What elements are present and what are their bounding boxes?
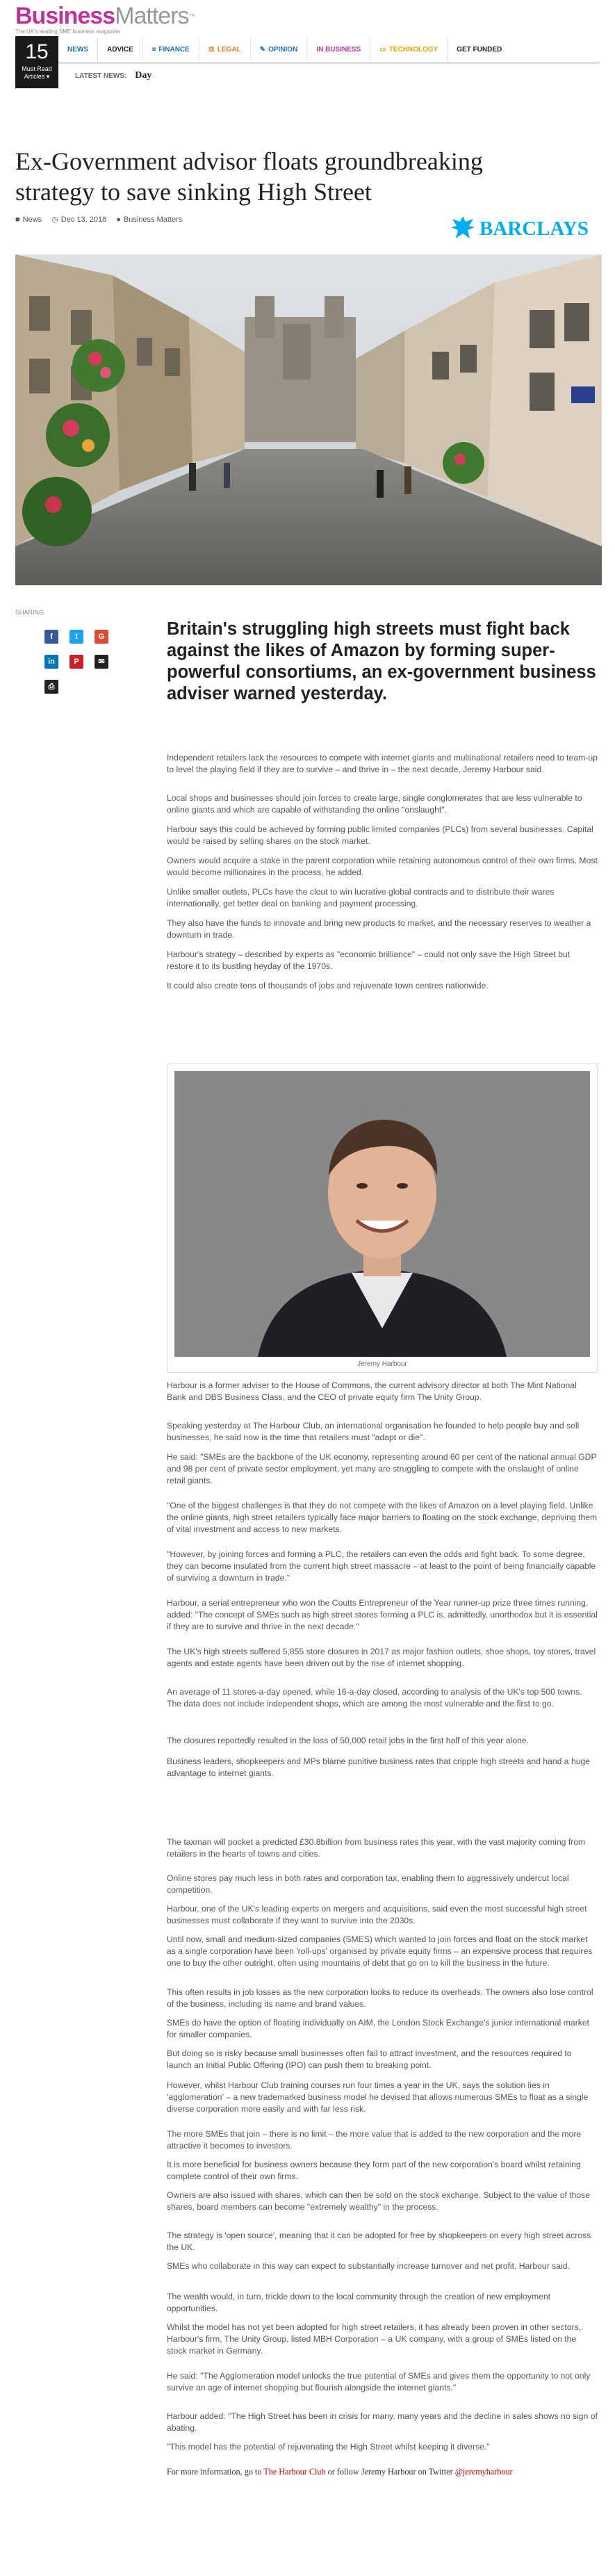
sponsor-name: BARCLAYS — [479, 217, 589, 240]
body-paragraph: The taxman will pocket a predicted £30.8billion from business rates this year, with the vast majority coming from retailers in the hearts of towns and cities. — [167, 1837, 586, 1859]
article-meta — [15, 215, 182, 224]
body-paragraph: SMEs do have the option of floating individually on AIM, the London Stock Exchange's junior international market for smaller companies. — [167, 2018, 590, 2039]
laptop-icon: ▭ — [379, 46, 386, 54]
hero-image — [15, 254, 602, 585]
nav-item-technology[interactable]: ▭ TECHNOLOGY — [370, 36, 447, 62]
body-paragraph: Harbour's strategy – described by experts as "economic brilliance" – could not only save the High Street but restore it to its bustling heyday of the 1970s. — [167, 949, 571, 971]
twitter-share-button[interactable]: t — [69, 630, 83, 644]
twitter-handle-link[interactable]: @jeremyharbour — [454, 2467, 513, 2477]
print-button[interactable]: ⎙ — [44, 680, 58, 694]
sharing-panel — [15, 609, 44, 621]
body-paragraph: The strategy is 'open source', meaning that it can be adopted for free by shopkeepers on every high street across the UK. — [167, 2231, 591, 2252]
site-logo[interactable]: BusinessMatters™ — [15, 3, 195, 29]
body-paragraph: The more SMEs that join – there is no limit – the more value that is added to the new corporation and the more attractive it becomes to investors. — [167, 2129, 582, 2151]
body-paragraph: It is more beneficial for business owners because they form part of the new corporation's board whilst retaining complete control of their own firms. — [167, 2160, 581, 2181]
must-read-label: Must Read Articles ▾ — [22, 65, 52, 80]
facebook-share-button[interactable]: f — [44, 630, 58, 644]
body-paragraph: They also have the funds to innovate and bring new products to market, and the necessary reserves to weather a downturn in trade. — [167, 918, 591, 940]
body-paragraph: The closures reportedly resulted in the loss of 50,000 retail jobs in the first half of this year alone. — [167, 1736, 529, 1745]
eagle-icon — [450, 215, 475, 243]
main-nav — [58, 36, 600, 64]
meta-category[interactable]: ■ News — [15, 215, 42, 224]
meta-date: ◷ Dec 13, 2018 — [51, 215, 107, 224]
body-paragraph: The wealth would, in turn, trickle down to the local community through the creation of new employment opportunities. — [167, 2292, 551, 2313]
latest-news-label: LATEST NEWS: — [75, 72, 127, 80]
linkedin-share-button[interactable]: in — [44, 655, 58, 669]
portrait-photo — [174, 1071, 590, 1357]
portrait-figure — [167, 1063, 598, 1373]
logo-business: Business — [15, 3, 115, 29]
body-paragraph: "One of the biggest challenges is that they do not compete with the likes of Amazon on a level playing field. Unlike the online giants, high street retailers typically face major barriers to floating on the stock exchange, depriving them of vital investment and access to new markets. — [167, 1501, 598, 1534]
sharing-label: SHARING — [15, 609, 44, 616]
meta-author[interactable]: ● Business Matters — [116, 215, 183, 224]
scales-icon: ⚖ — [208, 46, 215, 54]
nav-item-legal[interactable]: ⚖ LEGAL — [199, 36, 250, 62]
clock-icon: ◷ — [51, 215, 58, 224]
body-paragraph: Harbour says this could be achieved by forming public limited companies (PLCs) from several businesses. Capital would be raised by selling shares on the stock market. — [167, 824, 593, 846]
latest-news-item[interactable]: Day — [135, 70, 152, 81]
body-paragraph: Online stores pay much less in both rates and corporation tax, enabling them to aggressively undercut local competition. — [167, 1873, 569, 1895]
pinterest-share-button[interactable]: P — [69, 655, 83, 669]
finance-icon: ¤ — [151, 46, 156, 54]
folder-icon: ■ — [15, 215, 20, 224]
body-paragraph: SMEs who collaborate in this way can expect to substantially increase turnover and net profit, Harbour said. — [167, 2261, 570, 2271]
google-plus-share-button[interactable]: G — [95, 630, 108, 644]
body-paragraph: Speaking yesterday at The Harbour Club, an international organisation he founded to help people buy and sell businesses, he said now is the time that retailers must "adapt or die". — [167, 1421, 580, 1442]
nav-area — [0, 36, 615, 88]
body-paragraph: Business leaders, shopkeepers and MPs blame punitive business rates that cripple high streets and hand a huge advantage to internet giants. — [167, 1756, 591, 1778]
body-paragraph: "This model has the potential of rejuvenating the High Street whilst keeping it diverse." — [167, 2442, 490, 2452]
body-paragraph: He said: "SMEs are the backbone of the UK economy, representing around 60 per cent of the national annual GDP and 98 per cent of private sector employment, yet many are struggling to compete with the onslaught of online retail giants. — [167, 1452, 597, 1485]
body-paragraph: The UK's high streets suffered 5,855 store closures in 2017 as major fashion outlets, shoe shops, toy stores, travel agents and estate agents have been driven out by the rise of internet shopping. — [167, 1647, 596, 1668]
must-read-button[interactable] — [15, 36, 58, 88]
body-paragraph: Owners are also issued with shares, which can then be sold on the stock exchange. Subject to the value of those shares, board members can become "extremely wealthy" in the process. — [167, 2190, 591, 2212]
body-paragraph: Unlike smaller outlets, PLCs have the clout to win lucrative global contracts and to distribute their wares internationally, get better deal on banking and payment processing. — [167, 887, 555, 908]
body-paragraph: Local shops and businesses should join forces to create large, single conglomerates that are less vulnerable to online giants and which are capable of withstanding the online "onslaught". — [167, 793, 582, 815]
nav-item-in-business[interactable]: IN BUSINESS — [306, 36, 370, 62]
body-paragraph: But doing so is risky because small businesses often fail to attract investment, and the resources required to launch an Initial Public Offering (IPO) can push them to breaking point. — [167, 2048, 572, 2070]
nav-item-finance[interactable]: ¤ FINANCE — [142, 36, 199, 62]
must-read-count: 15 — [25, 40, 49, 63]
opinion-icon: ✎ — [259, 46, 266, 54]
site-tagline: The UK's leading SME business magazine — [15, 28, 120, 35]
nav-item-get-funded[interactable]: GET FUNDED — [447, 36, 511, 62]
body-paragraph: Harbour, a serial entrepreneur who won the Coutts Entrepreneur of the Year runner-up prize three times running, added: "The concept of SMEs such as high street stores forming a PLC is, admittedly, unorthodox but it is essential if they are to survive and thrive in the next decade." — [167, 1598, 598, 1631]
body-paragraph: It could also create tens of thousands of jobs and rejuvenate town centres nationwide. — [167, 981, 489, 991]
nav-item-news[interactable]: NEWS — [67, 46, 88, 54]
sponsor-logo[interactable] — [450, 207, 603, 250]
latest-news-ticker — [58, 67, 600, 85]
article-credit: For more information, go to The Harbour Club or follow Jeremy Harbour on Twitter @jeremyharbour — [167, 2467, 513, 2477]
email-share-button[interactable]: ✉ — [95, 655, 108, 669]
body-paragraph: Harbour, one of the UK's leading experts on mergers and acquisitions, said even the most successful high street businesses must collaborate if they want to survive into the 2030s. — [167, 1904, 587, 1925]
nav-item-opinion[interactable]: ✎ OPINION — [250, 36, 307, 62]
article-lede: Britain's struggling high streets must fight back against the likes of Amazon by forming super-powerful consortiums, an ex-government business adviser warned yesterday. — [167, 619, 596, 703]
body-paragraph: Harbour is a former adviser to the House of Commons, the current advisory director at both The Mint National Bank and DBS Business Class, and the CEO of private equity firm The Unity Group. — [167, 1380, 577, 1402]
body-paragraph: However, whilst Harbour Club training courses run four times a year in the UK, says the solution lies in 'agglomeration' – a new trademarked business model he devised that allows numerous SMEs to float as a single diverse corporation more easily and with far less risk. — [167, 2080, 589, 2114]
body-paragraph: An average of 11 stores-a-day opened, while 16-a-day closed, according to analysis of the UK's top 500 towns. The data does not include independent shops, which are among the most vulnerable and the first to go. — [167, 1687, 582, 1709]
body-paragraph: "However, by joining forces and forming a PLC, the retailers can even the odds and fight back. To some degree, they can become insulated from the current high street massacre – at least to the point of being financially capable of surviving a downturn in trade." — [167, 1549, 596, 1583]
site-header — [0, 0, 615, 36]
body-paragraph: Harbour added: "The High Street has been in crisis for many, many years and the decline in sales shows no sign of abating. — [167, 2411, 598, 2433]
logo-matters: Matters — [115, 3, 189, 29]
body-paragraph: Independent retailers lack the resources to compete with internet giants and multinational retailers need to team-up to level the playing field if they are to survive – and thrive in – the next decade, Jeremy Harbour said. — [167, 753, 598, 774]
body-paragraph: He said: "The Agglomeration model unlocks the true potential of SMEs and gives them the opportunity to not only survive an age of internet shopping but flourish alongside the internet giants." — [167, 2371, 591, 2392]
body-paragraph: This often results in job losses as the new corporation looks to reduce its overheads. The owners also lose control of the business, including its name and brand values. — [167, 1987, 593, 2009]
body-paragraph: Owners would acquire a stake in the parent corporation while retaining autonomous control of their own firms. Most would become millionaires in the process, he added. — [167, 856, 598, 877]
user-icon: ● — [116, 215, 121, 224]
nav-item-advice[interactable]: ADVICE — [97, 36, 142, 62]
body-paragraph: Whilst the model has not yet been adopted for high street retailers, it has already been proven in other sectors,. Harbour's firm, The Unity Group, listed MBH Corporation – a UK company, with a group of SMEs listed on the stock market in Germany. — [167, 2322, 584, 2356]
article-title: Ex-Government advisor floats groundbreaking strategy to save sinking High Street — [15, 147, 483, 206]
photo-caption: Jeremy Harbour — [357, 1360, 407, 1368]
body-paragraph: Until now, small and medium-sized companies (SMES) which wanted to join forces and float on the stock market as a single corporation have been 'roll-ups' organised by private equity firms – an expensive process that requires one to buy the other outright, often using mountains of debt that go on to kill the business in the future. — [167, 1934, 593, 1968]
harbour-club-link[interactable]: The Harbour Club — [263, 2467, 326, 2477]
